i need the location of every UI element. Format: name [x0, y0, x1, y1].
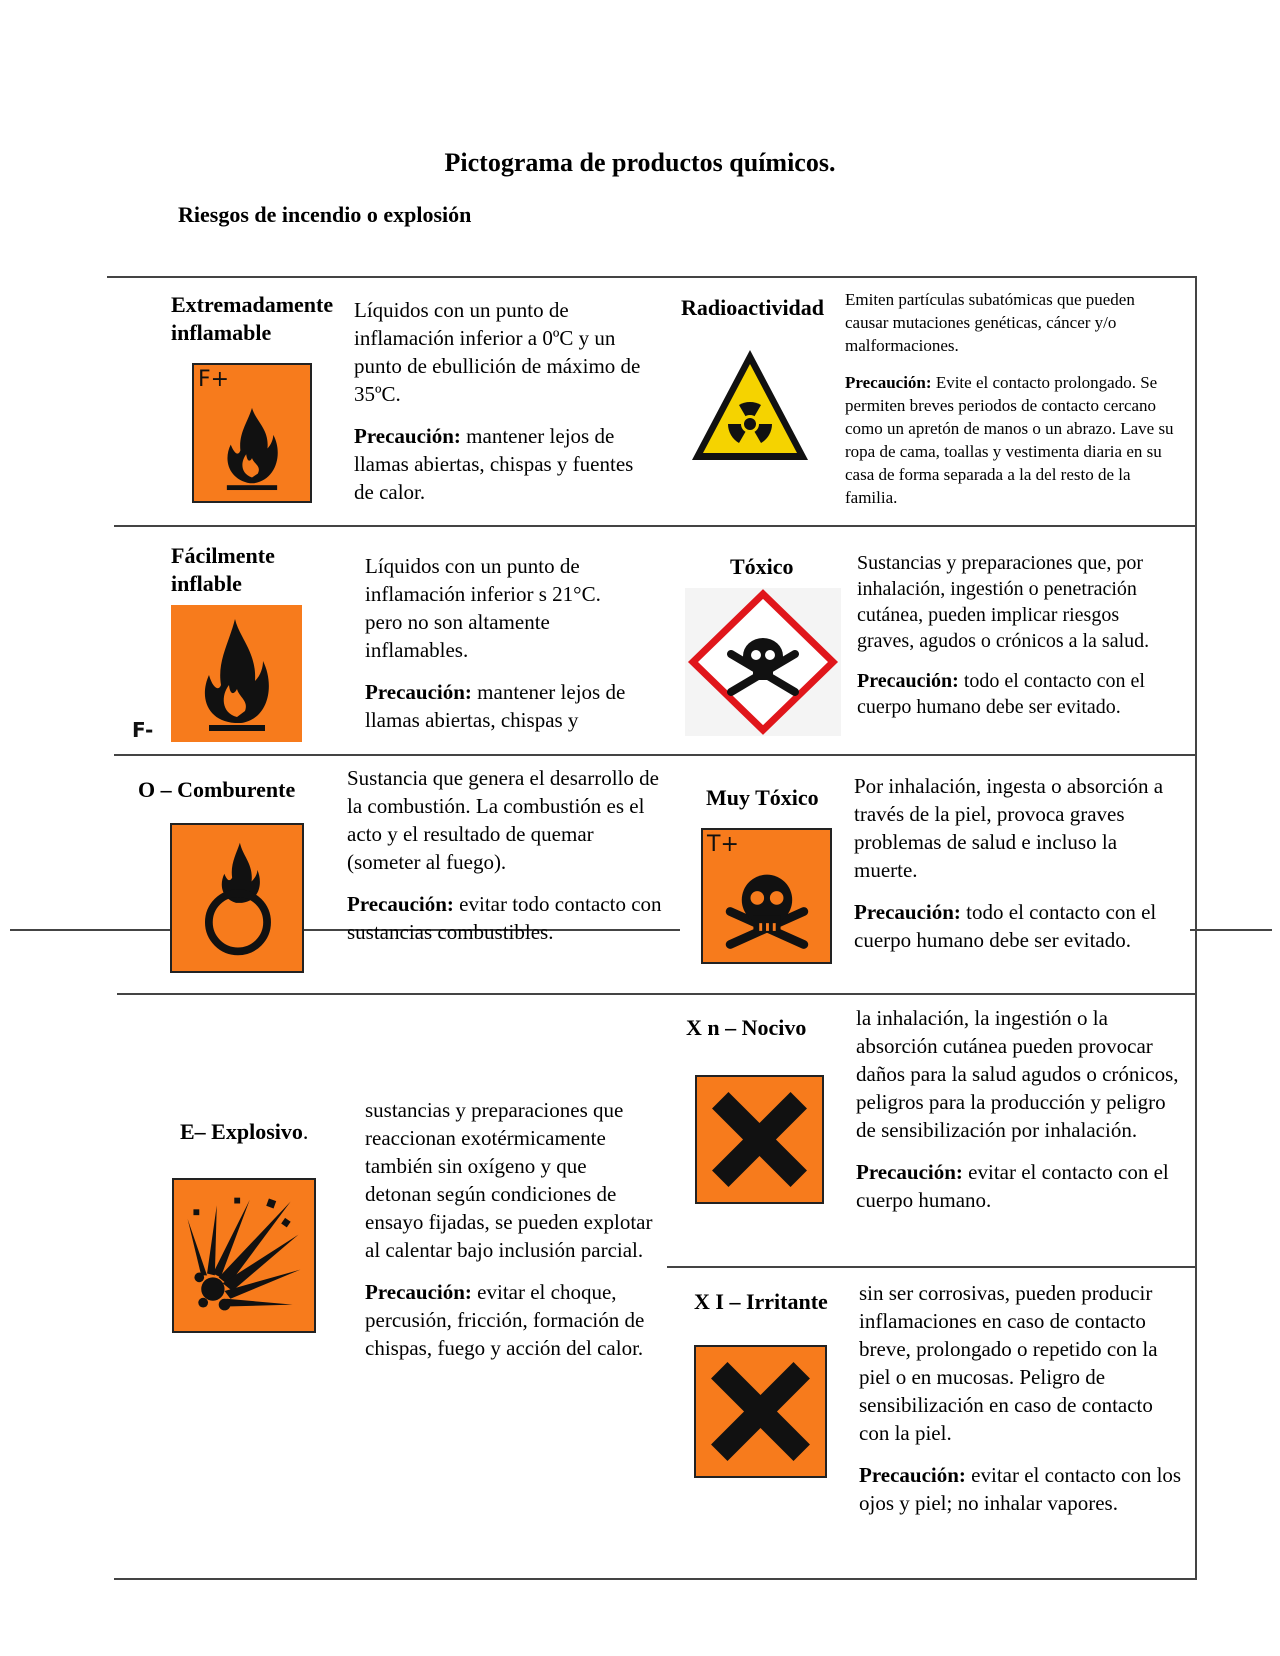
item-description: Sustancia que genera el desarrollo de la combustión. La combustión es el acto y el resultado de quemar (someter al fuego). — [347, 766, 659, 874]
item-label: Muy Tóxico — [706, 785, 819, 810]
irritant-pictogram — [694, 1345, 827, 1478]
precaution-label: Precaución: — [859, 1463, 966, 1487]
skull-crossbones-icon — [685, 588, 841, 736]
item-label: Extremadamente inflamable — [171, 292, 334, 345]
flammable-pictogram — [192, 363, 312, 503]
precaution-label: Precaución: — [845, 373, 932, 392]
table-top-border — [107, 276, 1197, 278]
item-label: X n – Nocivo — [686, 1015, 807, 1040]
item-precaution: evitar el contacto con el cuerpo humano. — [856, 1160, 1169, 1212]
item-description: Por inhalación, ingesta o absorción a través de la piel, provoca graves problemas de salud e incluso la muerte. — [854, 774, 1164, 882]
item-description-block — [856, 1004, 1186, 1228]
item-description: Sustancias y preparaciones que, por inhalación, ingestión o penetración cutánea, pueden implicar riesgos graves, agudos o crónicos a la salud. — [857, 552, 1150, 652]
precaution-label: Precaución: — [354, 424, 461, 448]
pictogram-code: F+ — [198, 367, 230, 392]
flame-over-circle-icon — [172, 825, 302, 971]
item-precaution: Evite el contacto prolongado. Se permiten breves periodos de contacto cercano como un apretón de manos o un abrazo. Lave su ropa de cama, toallas y vestimenta diaria en su casa de forma separada a la del resto de la familia. — [845, 373, 1174, 507]
precaution-label: Precaución: — [347, 892, 454, 916]
item-label — [180, 1118, 308, 1146]
section-subtitle: Riesgos de incendio o explosión — [178, 202, 472, 227]
item-description: Emiten partículas subatómicas que pueden causar mutaciones genéticas, cáncer y/o malformaciones. — [845, 290, 1135, 355]
item-description: sustancias y preparaciones que reaccionan exotérmicamente también sin oxígeno y que detonan según condiciones de ensayo fijadas, se pueden explotar al calentar bajo inclusión parcial. — [365, 1098, 653, 1262]
item-description-block — [365, 552, 635, 748]
cross-icon — [696, 1347, 825, 1476]
item-precaution: todo el contacto con el cuerpo humano debe ser evitado. — [857, 670, 1145, 718]
pictogram-code: F- — [132, 718, 154, 742]
item-precaution: todo el contacto con el cuerpo humano debe ser evitado. — [854, 900, 1157, 952]
harmful-pictogram — [695, 1075, 824, 1204]
item-precaution: mantener lejos de llamas abiertas, chispas y — [365, 680, 626, 732]
item-description-block — [347, 764, 667, 960]
item-description-block — [854, 772, 1184, 968]
radioactive-pictogram — [688, 344, 812, 466]
item-description-block — [845, 288, 1180, 523]
page-title: Pictograma de productos químicos. — [444, 148, 836, 177]
item-precaution: evitar todo contacto con sustancias combustibles. — [347, 892, 662, 944]
cross-icon — [697, 1077, 822, 1202]
very-toxic-pictogram — [701, 828, 832, 964]
row-divider — [667, 1266, 1197, 1268]
precaution-label: Precaución: — [854, 900, 961, 924]
item-precaution: evitar el choque, percusión, fricción, formación de chispas, fuego y acción del calor. — [365, 1280, 645, 1360]
item-precaution: evitar el contacto con los ojos y piel; no inhalar vapores. — [859, 1463, 1182, 1515]
item-description: Líquidos con un punto de inflamación inferior a 0ºC y un punto de ebullición de máximo de 35ºC. — [354, 298, 641, 406]
item-label: Tóxico — [730, 554, 794, 579]
explosive-pictogram — [172, 1178, 316, 1333]
item-label-suffix: . — [302, 1119, 309, 1144]
row-divider — [117, 993, 1197, 995]
precaution-label: Precaución: — [856, 1160, 963, 1184]
row-divider — [114, 754, 1197, 756]
item-label: Radioactividad — [681, 295, 825, 320]
flammable-pictogram — [171, 605, 302, 742]
page-break-line — [1190, 929, 1272, 931]
radiation-icon — [688, 344, 812, 466]
item-precaution: mantener lejos de llamas abiertas, chispas y fuentes de calor. — [354, 424, 634, 504]
item-description: sin ser corrosivas, pueden producir inflamaciones en caso de contacto breve, prolongado o repetido con la piel o en mucosas. Peligro de sensibilización en caso de contacto con la piel. — [859, 1281, 1158, 1445]
precaution-label: Precaución: — [857, 670, 959, 692]
item-label: X I – Irritante — [694, 1289, 828, 1314]
precaution-label: Precaución: — [365, 680, 472, 704]
oxidizing-pictogram — [170, 823, 304, 973]
precaution-label: Precaución: — [365, 1280, 472, 1304]
row-divider — [114, 525, 1197, 527]
item-description-block — [859, 1279, 1184, 1531]
pictogram-code: T+ — [707, 832, 739, 857]
item-description: Líquidos con un punto de inflamación inferior s 21°C. pero no son altamente inflamables. — [365, 554, 601, 662]
item-label-text: E– Explosivo — [180, 1119, 303, 1144]
table-right-border — [1195, 276, 1197, 1578]
flame-icon — [171, 605, 302, 742]
explosion-icon — [174, 1180, 314, 1331]
item-description-block — [365, 1096, 655, 1376]
item-description-block — [354, 296, 644, 520]
item-label: O – Comburente — [138, 777, 296, 802]
toxic-pictogram — [685, 588, 841, 736]
item-label: Fácilmente inflable — [171, 543, 275, 596]
item-description: la inhalación, la ingestión o la absorción cutánea pueden provocar daños para la salud agudos o crónicos, peligros para la producción y peligro de sensibilización por inhalación. — [856, 1006, 1179, 1142]
item-description-block — [857, 550, 1177, 734]
table-bottom-border — [114, 1578, 1197, 1580]
